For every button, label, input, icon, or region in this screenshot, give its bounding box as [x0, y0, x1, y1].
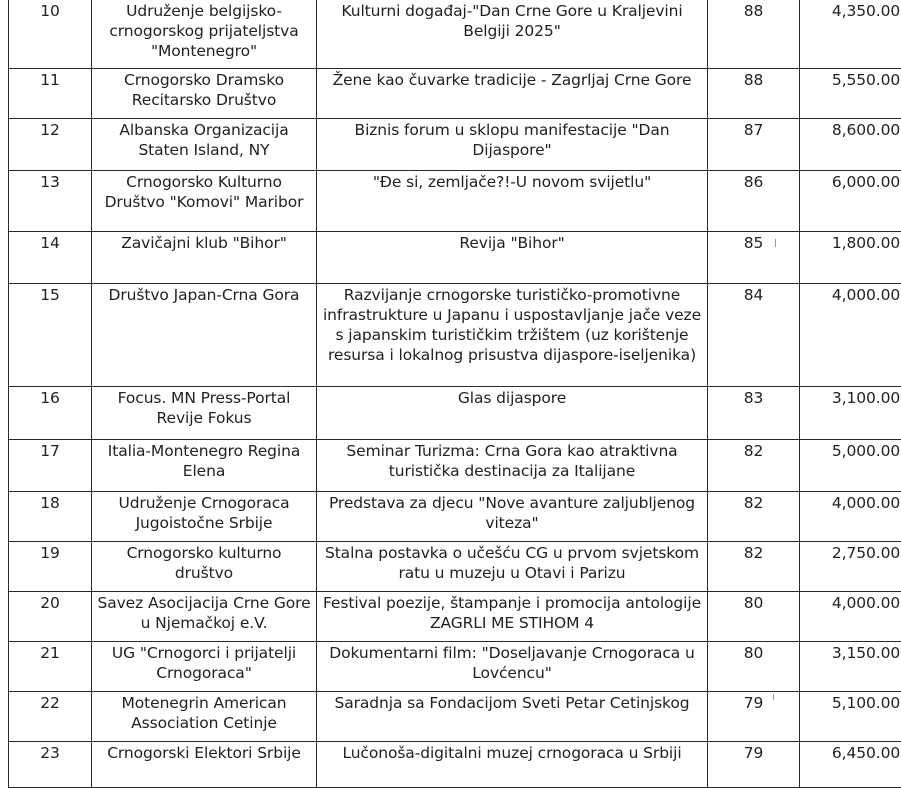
table-row	[9, 742, 901, 788]
organization-cell	[92, 0, 317, 69]
row-number-cell	[9, 742, 92, 788]
organization-name: Zavičajni klub "Bihor"	[121, 234, 287, 252]
row-number-cell	[9, 592, 92, 642]
amount-value: 6,450.00	[824, 743, 900, 763]
table-row	[9, 171, 901, 232]
score-value: 84	[744, 285, 764, 305]
organization-cell	[92, 69, 317, 119]
score-cell	[708, 642, 800, 692]
amount-value: 3,100.00	[824, 388, 900, 408]
organization-cell	[92, 742, 317, 788]
project-cell	[317, 642, 708, 692]
organization-name: Focus. MN Press-Portal Revije Fokus	[118, 389, 291, 427]
project-cell	[317, 119, 708, 171]
score-value: 88	[744, 1, 764, 21]
project-cell	[317, 492, 708, 542]
amount-cell	[800, 440, 901, 492]
row-number: 20	[40, 593, 60, 613]
row-number: 15	[40, 285, 60, 305]
table-row	[9, 692, 901, 742]
score-value: 83	[744, 388, 764, 408]
project-title: Stalna postavka o učešću CG u prvom svjetskom ratu u muzeju u Otavi i Parizu	[325, 544, 699, 582]
score-cell	[708, 0, 800, 69]
row-number: 14	[40, 233, 60, 253]
organization-cell	[92, 119, 317, 171]
organization-cell	[92, 592, 317, 642]
table-row	[9, 119, 901, 171]
organization-cell	[92, 542, 317, 592]
project-title: Razvijanje crnogorske turističko-promotivne infrastrukture u Japanu i uspostavljanje jače veze s japanskim turističkim tržištem (uz korištenje resursa i lokalnog prisustva dijaspore-iseljenika)	[323, 286, 701, 364]
row-number: 19	[40, 543, 60, 563]
amount-value: 6,000.00	[824, 172, 900, 192]
organization-name: Motenegrin American Association Cetinje	[122, 694, 287, 732]
score-cell	[708, 692, 800, 742]
organization-cell	[92, 232, 317, 284]
project-title: Žene kao čuvarke tradicije - Zagrljaj Crne Gore	[333, 71, 692, 89]
project-title: Glas dijaspore	[458, 389, 566, 407]
project-cell	[317, 542, 708, 592]
project-cell	[317, 0, 708, 69]
amount-value: 2,750.00	[824, 543, 900, 563]
table-row	[9, 642, 901, 692]
row-number-cell	[9, 284, 92, 387]
amount-value: 4,000.00	[824, 285, 900, 305]
score-value: 86	[744, 172, 764, 192]
organization-name: Crnogorski Elektori Srbije	[107, 744, 301, 762]
amount-cell	[800, 492, 901, 542]
row-number: 22	[40, 693, 60, 713]
organization-cell	[92, 171, 317, 232]
amount-value: 5,000.00	[824, 441, 900, 461]
score-cell	[708, 119, 800, 171]
amount-cell	[800, 119, 901, 171]
grant-results-table	[8, 0, 901, 788]
project-cell	[317, 387, 708, 440]
score-cell	[708, 592, 800, 642]
organization-name: Albanska Organizacija Staten Island, NY	[119, 121, 288, 159]
score-cell	[708, 284, 800, 387]
table-row	[9, 592, 901, 642]
row-number: 23	[40, 743, 60, 763]
table-row	[9, 542, 901, 592]
row-number: 13	[40, 172, 60, 192]
project-title: Biznis forum u sklopu manifestacije "Dan Dijaspore"	[355, 121, 670, 159]
score-cell	[708, 232, 800, 284]
organization-cell	[92, 642, 317, 692]
amount-value: 4,000.00	[824, 493, 900, 513]
amount-value: 8,600.00	[824, 120, 900, 140]
amount-value: 5,550.00	[824, 70, 900, 90]
project-title: Predstava za djecu "Nove avanture zaljubljenog viteza"	[329, 494, 695, 532]
row-number: 21	[40, 643, 60, 663]
organization-cell	[92, 440, 317, 492]
amount-cell	[800, 69, 901, 119]
row-number-cell	[9, 69, 92, 119]
table-body	[9, 0, 901, 788]
organization-name: UG "Crnogorci i prijatelji Crnogoraca"	[112, 644, 296, 682]
row-number-cell	[9, 542, 92, 592]
scan-artifact-mark	[775, 239, 776, 247]
amount-cell	[800, 692, 901, 742]
row-number-cell	[9, 387, 92, 440]
project-cell	[317, 171, 708, 232]
score-value: 82	[744, 493, 764, 513]
amount-value: 5,100.00	[824, 693, 900, 713]
organization-cell	[92, 387, 317, 440]
project-cell	[317, 69, 708, 119]
project-cell	[317, 232, 708, 284]
score-cell	[708, 440, 800, 492]
amount-cell	[800, 742, 901, 788]
project-cell	[317, 742, 708, 788]
row-number-cell	[9, 119, 92, 171]
row-number: 18	[40, 493, 60, 513]
project-title: Saradnja sa Fondacijom Sveti Petar Cetinjskog	[334, 694, 689, 712]
amount-value: 4,350.00	[824, 1, 900, 21]
amount-cell	[800, 387, 901, 440]
project-title: Lučonoša-digitalni muzej crnogoraca u Srbiji	[342, 744, 681, 762]
score-value: 79	[744, 693, 764, 713]
row-number-cell	[9, 642, 92, 692]
score-value: 82	[744, 441, 764, 461]
table-row	[9, 492, 901, 542]
row-number: 12	[40, 120, 60, 140]
score-value: 80	[744, 593, 764, 613]
table-row	[9, 232, 901, 284]
amount-value: 1,800.00	[824, 233, 900, 253]
amount-cell	[800, 642, 901, 692]
organization-name: Crnogorsko Dramsko Recitarsko Društvo	[124, 71, 284, 109]
row-number-cell	[9, 440, 92, 492]
project-title: "Đe si, zemljače?!-U novom svijetlu"	[373, 173, 651, 191]
amount-cell	[800, 0, 901, 69]
amount-cell	[800, 232, 901, 284]
organization-cell	[92, 492, 317, 542]
amount-cell	[800, 171, 901, 232]
organization-name: Savez Asocijacija Crne Gore u Njemačkoj e.V.	[97, 594, 310, 632]
organization-name: Udruženje belgijsko-crnogorskog prijateljstva "Montenegro"	[109, 2, 298, 60]
project-cell	[317, 440, 708, 492]
project-title: Seminar Turizma: Crna Gora kao atraktivna turistička destinacija za Italijane	[346, 442, 677, 480]
organization-name: Crnogorsko Kulturno Društvo "Komovi" Maribor	[105, 173, 304, 211]
project-title: Dokumentarni film: "Doseljavanje Crnogoraca u Lovćencu"	[329, 644, 694, 682]
score-value: 82	[744, 543, 764, 563]
row-number: 11	[40, 70, 60, 90]
table-row	[9, 284, 901, 387]
amount-cell	[800, 284, 901, 387]
project-title: Revija "Bihor"	[459, 234, 564, 252]
score-cell	[708, 69, 800, 119]
row-number-cell	[9, 492, 92, 542]
project-title: Festival poezije, štampanje i promocija antologije ZAGRLI ME STIHOM 4	[323, 594, 701, 632]
row-number-cell	[9, 171, 92, 232]
score-cell	[708, 171, 800, 232]
table-row	[9, 69, 901, 119]
amount-value: 3,150.00	[824, 643, 900, 663]
score-cell	[708, 387, 800, 440]
organization-name: Udruženje Crnogoraca Jugoistočne Srbije	[118, 494, 289, 532]
row-number: 10	[40, 1, 60, 21]
row-number-cell	[9, 0, 92, 69]
score-value: 88	[744, 70, 764, 90]
score-value: 80	[744, 643, 764, 663]
row-number: 17	[40, 441, 60, 461]
organization-cell	[92, 692, 317, 742]
score-cell	[708, 542, 800, 592]
table-row	[9, 387, 901, 440]
project-title: Kulturni događaj-"Dan Crne Gore u Kraljevini Belgiji 2025"	[341, 2, 682, 40]
score-cell	[708, 492, 800, 542]
amount-cell	[800, 542, 901, 592]
amount-value: 4,000.00	[824, 593, 900, 613]
project-cell	[317, 692, 708, 742]
score-cell	[708, 742, 800, 788]
table-row	[9, 440, 901, 492]
organization-cell	[92, 284, 317, 387]
score-value: 79	[744, 743, 764, 763]
amount-cell	[800, 592, 901, 642]
table-row	[9, 0, 901, 69]
project-cell	[317, 592, 708, 642]
project-cell	[317, 284, 708, 387]
score-value: 85	[744, 233, 764, 253]
row-number-cell	[9, 692, 92, 742]
organization-name: Italia-Montenegro Regina Elena	[108, 442, 300, 480]
organization-name: Crnogorsko kulturno društvo	[127, 544, 282, 582]
organization-name: Društvo Japan-Crna Gora	[109, 286, 300, 304]
scan-artifact-mark	[773, 694, 774, 700]
row-number: 16	[40, 388, 60, 408]
score-value: 87	[744, 120, 764, 140]
row-number-cell	[9, 232, 92, 284]
